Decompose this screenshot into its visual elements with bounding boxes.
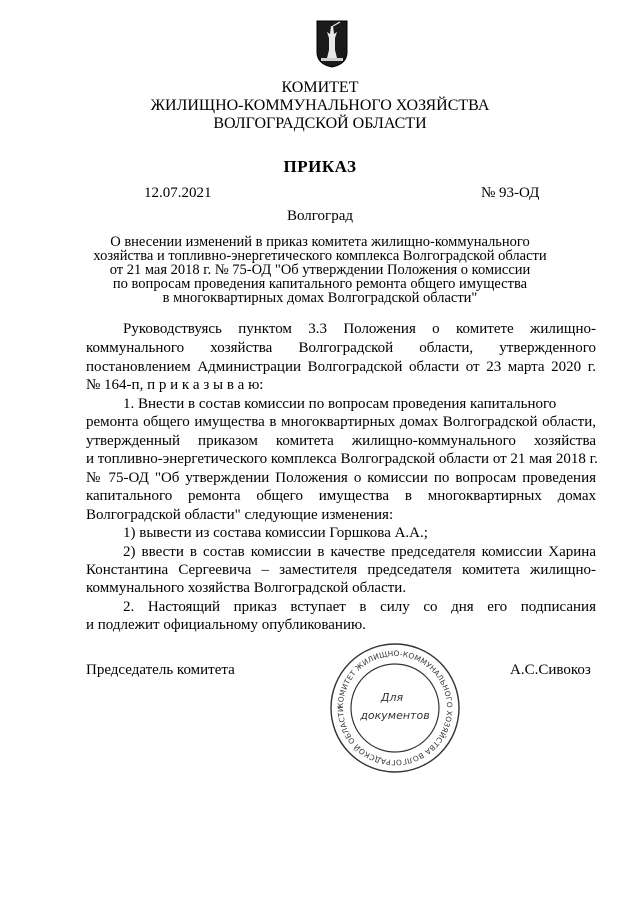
document-city: Волгоград — [286, 208, 353, 224]
body-line: и подлежит официальному опубликованию. — [86, 617, 366, 633]
body-line: постановлением Администрации Волгоградской области от 23 марта 2020 г. — [86, 359, 596, 375]
subject-line: хозяйства и топливно-энергетического комплекса Волгоградской области — [93, 248, 547, 264]
body-line: утвержденный приказом комитета жилищно-коммунального хозяйства — [86, 433, 596, 449]
volgograd-coat-of-arms-icon — [316, 20, 348, 68]
document-date: 12.07.2021 — [144, 185, 212, 201]
body-line: капитального ремонта общего имущества в многоквартирных домах — [86, 488, 596, 504]
body-line: 1. Внести в состав комиссии по вопросам проведения капитального — [123, 396, 557, 412]
body-line: коммунального хозяйства Волгоградской области. — [86, 580, 407, 596]
org-name-line-3: ВОЛГОГРАДСКОЙ ОБЛАСТИ — [213, 115, 427, 132]
body-line: ремонта общего имущества в многоквартирных домах Волгоградской области, — [86, 414, 596, 430]
body-line: № 75-ОД "Об утверждении Положения о комиссии по вопросам проведения — [86, 470, 596, 486]
body-line: 1) вывести из состава комиссии Горшкова А.А.; — [123, 525, 428, 541]
body-line: 2. Настоящий приказ вступает в силу со дня его подписания — [123, 599, 596, 615]
body-line: № 164-п, п р и к а з ы в а ю: — [86, 377, 264, 393]
subject-line: от 21 мая 2018 г. № 75-ОД "Об утверждении Положения о комиссии — [109, 262, 531, 278]
document-type-title: ПРИКАЗ — [283, 157, 357, 176]
stamp-center-line-2: документов — [360, 709, 430, 722]
body-line: и топливно-энергетического комплекса Волгоградской области от 21 мая 2018 г. — [86, 451, 598, 467]
body-line: Константина Сергеевича – заместителя председателя комитета жилищно- — [86, 562, 596, 578]
body-line: 2) ввести в состав комиссии в качестве председателя комиссии Харина — [123, 544, 596, 560]
stamp-ring-text: КОМИТЕТ ЖИЛИЩНО-КОММУНАЛЬНОГО ХОЗЯЙСТВА ВОЛГОГРАДСКОЙ ОБЛАСТИ — [335, 648, 455, 768]
stamp-center-line-1: Для — [380, 691, 404, 704]
document-number: № 93-ОД — [481, 185, 540, 201]
signatory-name: А.С.Сивокоз — [510, 662, 591, 678]
subject-line: в многоквартирных домах Волгоградской области" — [162, 290, 478, 306]
body-line: Руководствуясь пунктом 3.3 Положения о комитете жилищно- — [123, 321, 596, 337]
org-name-line-2: ЖИЛИЩНО-КОММУНАЛЬНОГО ХОЗЯЙСТВА — [150, 97, 490, 114]
body-line: Волгоградской области" следующие изменения: — [86, 507, 394, 523]
org-name-line-1: КОМИТЕТ — [281, 79, 359, 96]
subject-line: О внесении изменений в приказ комитета жилищно-коммунального — [110, 234, 530, 250]
signatory-position: Председатель комитета — [86, 662, 235, 678]
official-stamp — [328, 641, 462, 775]
body-line: коммунального хозяйства Волгоградской области, утвержденного — [86, 340, 596, 356]
subject-line: по вопросам проведения капитального ремонта общего имущества — [112, 276, 528, 292]
